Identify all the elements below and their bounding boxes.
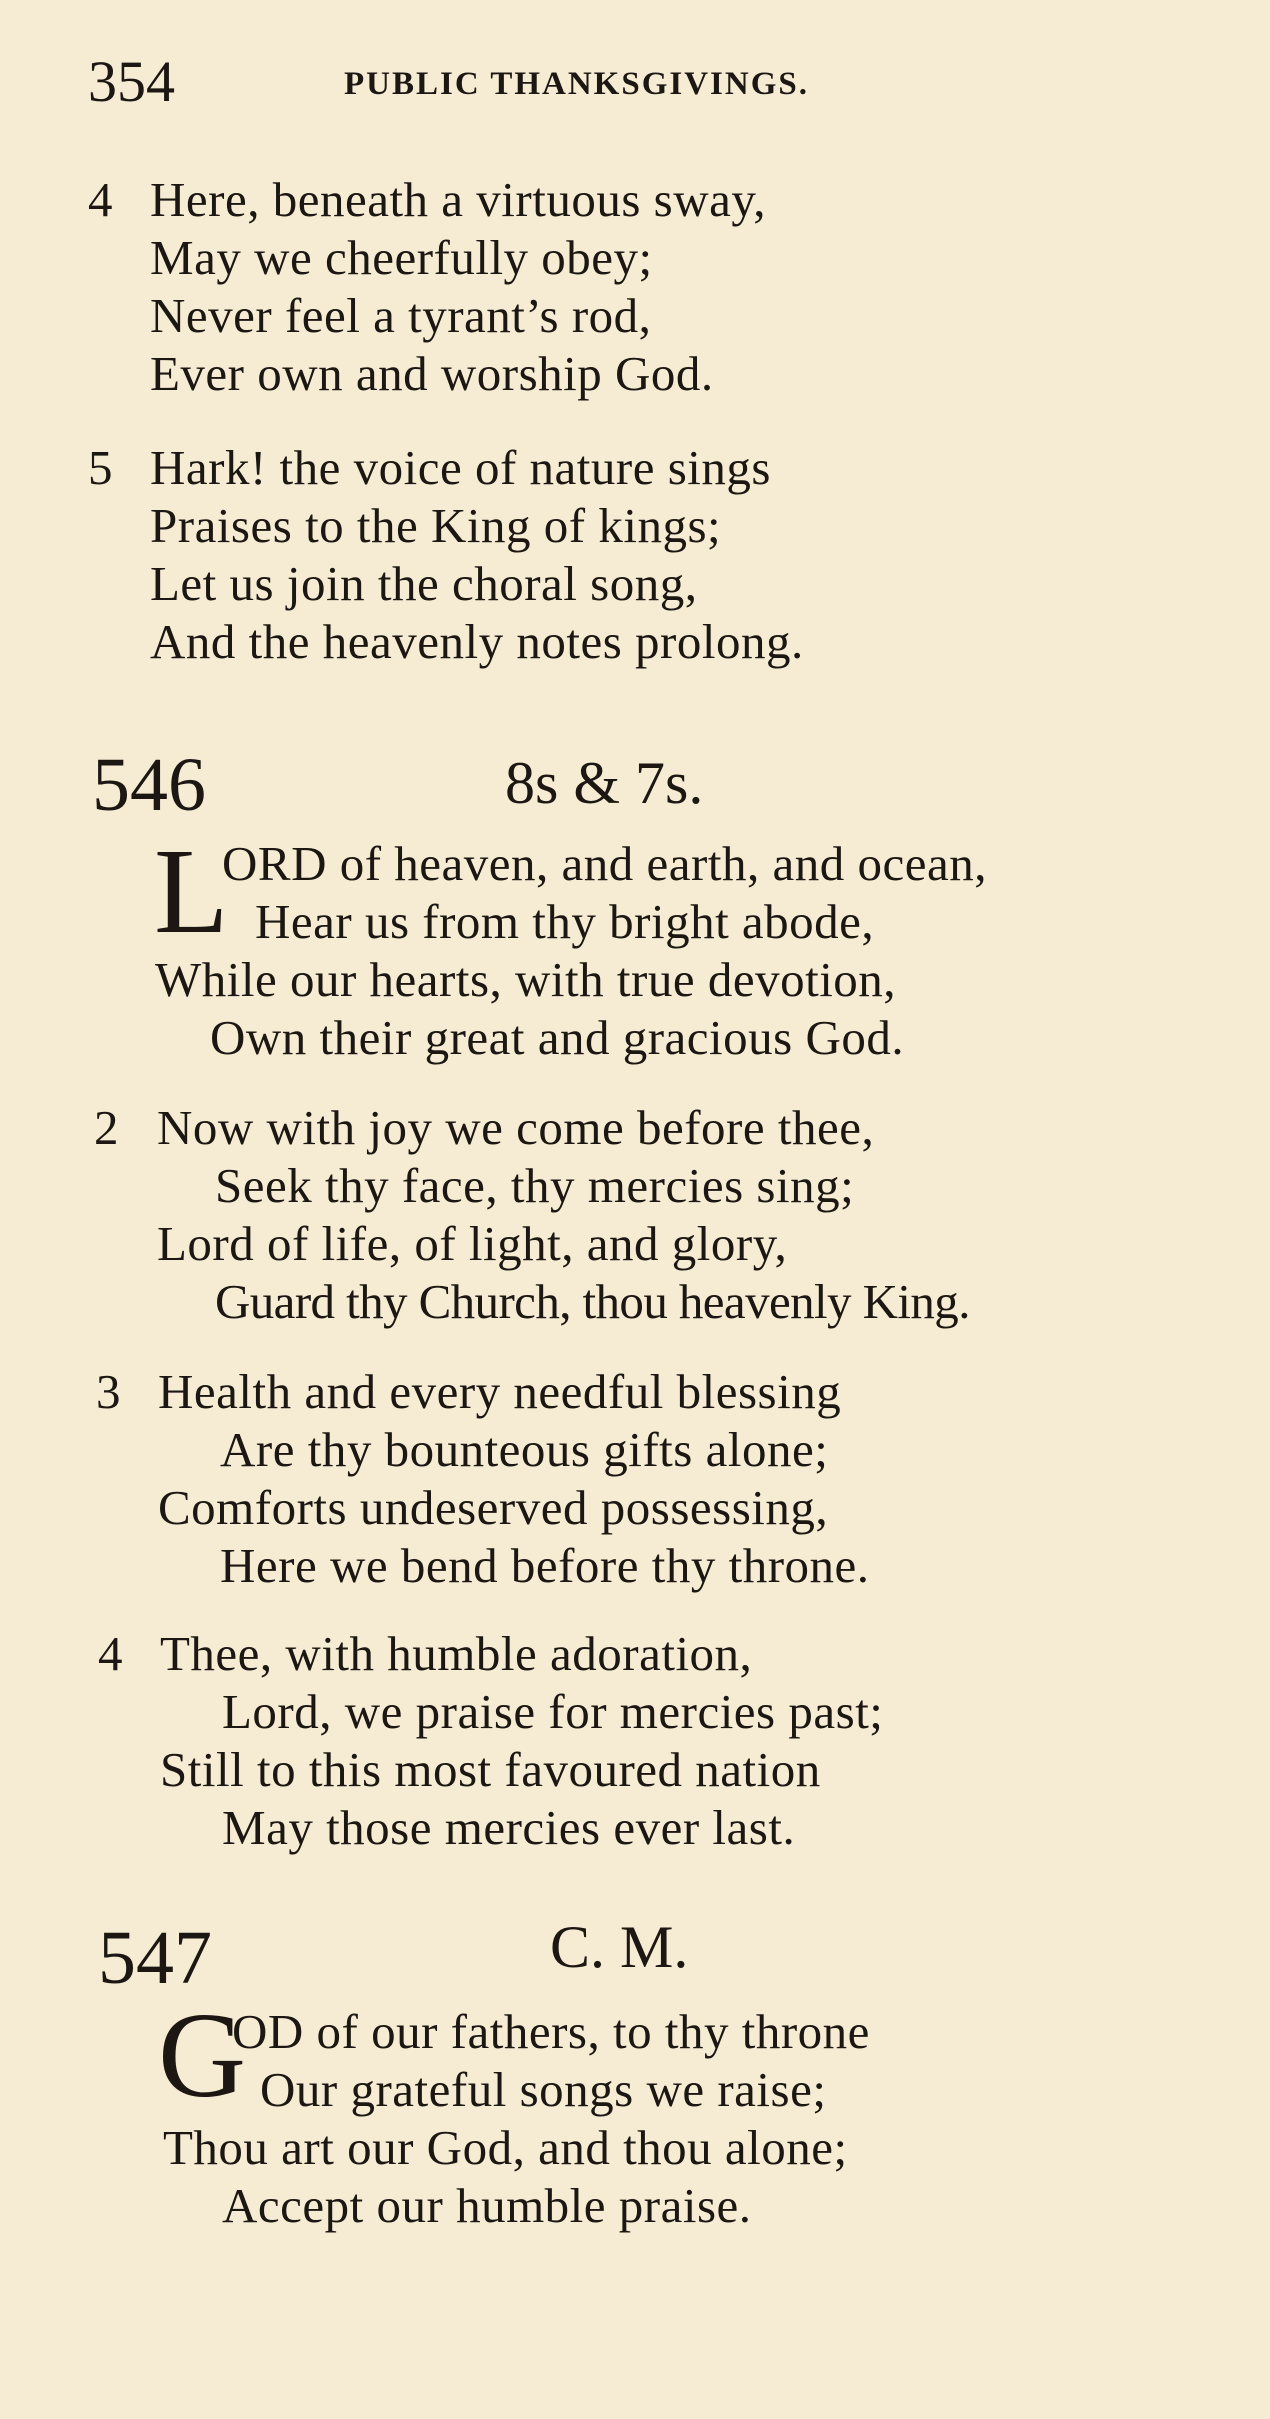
verse-line: Let us join the choral song, [150,556,698,611]
verse-line: Never feel a tyrant’s rod, [150,288,652,343]
verse-line: May we cheerfully obey; [150,230,653,285]
verse-line: OD of our fathers, to thy throne [232,2004,870,2059]
verse-line: ORD of heaven, and earth, and ocean, [222,836,987,891]
verse-number: 3 [96,1364,121,1419]
verse-line: Hear us from thy bright abode, [255,894,875,949]
verse-line: Hark! the voice of nature sings [150,440,771,495]
verse-line: Our grateful songs we raise; [260,2062,827,2117]
verse-line: Thee, with humble adoration, [160,1626,753,1681]
verse-line: Still to this most favoured nation [160,1742,821,1797]
page-header [88,49,1188,114]
verse-line: Here we bend before thy throne. [220,1538,870,1593]
drop-cap: G [158,1988,247,2123]
verse-line: Own their great and gracious God. [210,1010,905,1065]
hymn-number: 546 [92,743,206,827]
verse-number: 4 [98,1626,123,1681]
hymn-meter: 8s & 7s. [505,750,704,816]
hymn-number: 547 [98,1916,212,2000]
page-number: 354 [88,49,175,114]
verse-line: Thou art our God, and thou alone; [163,2120,848,2175]
running-head: PUBLIC THANKSGIVINGS. [344,66,809,102]
hymn-meter: C. M. [550,1914,689,1980]
verse-line: Here, beneath a virtuous sway, [150,172,766,227]
verse-line: Lord of life, of light, and glory, [157,1216,788,1271]
verse-line: Accept our humble praise. [222,2178,752,2233]
verse-line: Health and every needful blessing [158,1364,842,1419]
verse-line: Guard thy Church, thou heavenly King. [215,1274,970,1329]
verse-line: May those mercies ever last. [222,1800,796,1855]
verse-line: Now with joy we come before thee, [157,1100,875,1155]
verse-number: 5 [88,440,113,495]
verse-line: Praises to the King of kings; [150,498,722,553]
verse-line: Ever own and worship God. [150,346,714,401]
verse-line: And the heavenly notes prolong. [150,614,804,669]
verse-line: Are thy bounteous gifts alone; [220,1422,829,1477]
verse-number: 4 [88,172,113,227]
verse-line: Lord, we praise for mercies past; [222,1684,884,1739]
verse-line: Comforts undeserved possessing, [158,1480,829,1535]
verse-line: Seek thy face, thy mercies sing; [215,1158,855,1213]
verse-line: While our hearts, with true devotion, [155,952,897,1007]
drop-cap: L [154,824,229,959]
verse-number: 2 [94,1100,119,1155]
